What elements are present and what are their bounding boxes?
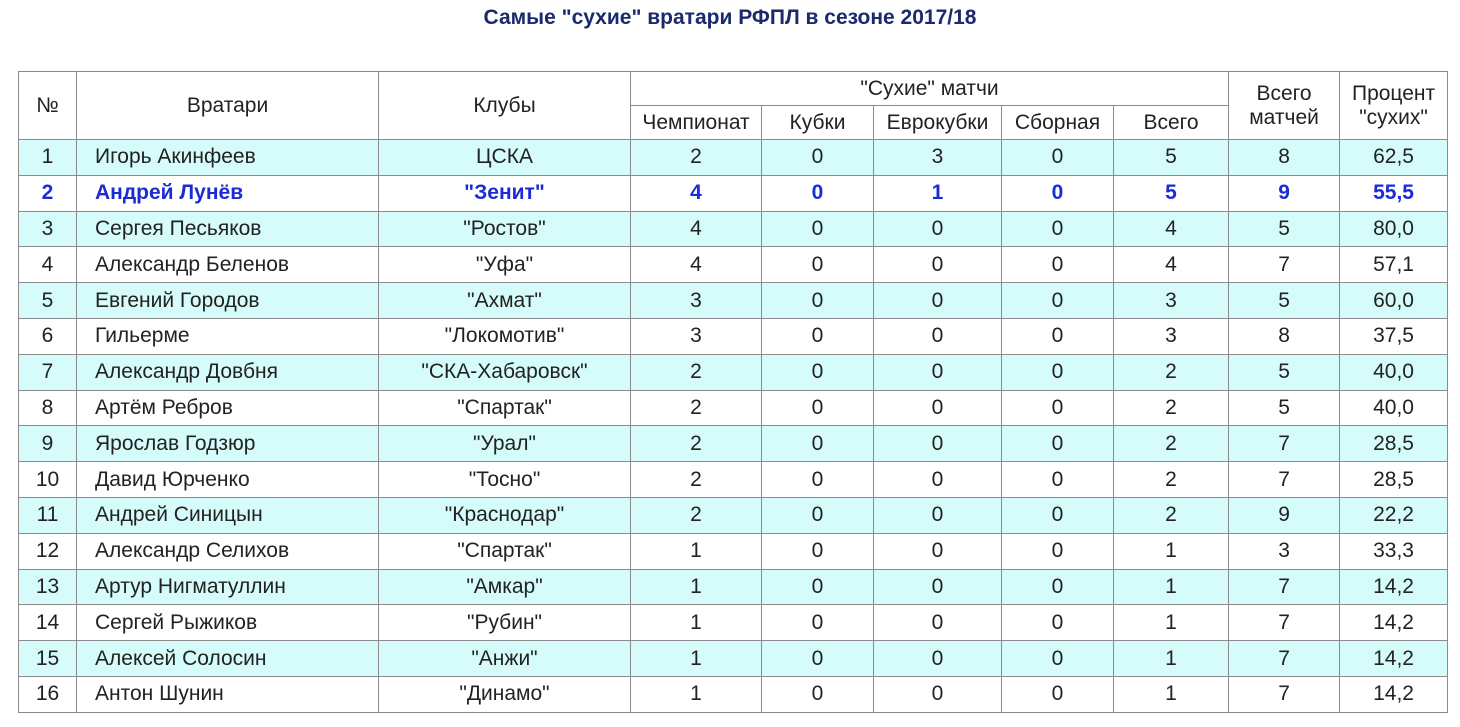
cell-total-matches: 7 (1229, 426, 1340, 462)
cell-club: "Краснодар" (379, 497, 631, 533)
cell-championship: 4 (631, 247, 762, 283)
cell-cups: 0 (762, 676, 874, 712)
table-row (19, 140, 1448, 176)
cell-total-matches: 7 (1229, 605, 1340, 641)
cell-total-matches: 8 (1229, 140, 1340, 176)
cell-total-matches: 7 (1229, 676, 1340, 712)
cell-percent: 60,0 (1340, 283, 1448, 319)
cell-eurocups: 0 (874, 318, 1002, 354)
cell-national: 0 (1002, 247, 1114, 283)
cell-championship: 2 (631, 462, 762, 498)
cell-total: 3 (1114, 318, 1229, 354)
cell-keeper-name: Гильерме (77, 318, 379, 354)
cell-keeper-name: Артур Нигматуллин (77, 569, 379, 605)
cell-championship: 3 (631, 318, 762, 354)
cell-cups: 0 (762, 462, 874, 498)
cell-club: "Ростов" (379, 211, 631, 247)
table-row (19, 462, 1448, 498)
cell-total: 1 (1114, 676, 1229, 712)
cell-national: 0 (1002, 605, 1114, 641)
cell-championship: 2 (631, 390, 762, 426)
page-title: Самые "сухие" вратари РФПЛ в сезоне 2017/18 (483, 6, 977, 29)
header-clean-sheets-group: "Сухие" матчи (631, 72, 1229, 106)
cell-cups: 0 (762, 497, 874, 533)
cell-percent: 14,2 (1340, 641, 1448, 677)
cell-championship: 3 (631, 283, 762, 319)
cell-national: 0 (1002, 426, 1114, 462)
table-row (19, 390, 1448, 426)
cell-num: 9 (19, 426, 77, 462)
cell-club: "Динамо" (379, 676, 631, 712)
cell-cups: 0 (762, 569, 874, 605)
cell-percent: 14,2 (1340, 605, 1448, 641)
cell-cups: 0 (762, 354, 874, 390)
cell-national: 0 (1002, 497, 1114, 533)
cell-percent: 40,0 (1340, 354, 1448, 390)
cell-total: 1 (1114, 533, 1229, 569)
cell-keeper-name: Давид Юрченко (77, 462, 379, 498)
cell-eurocups: 0 (874, 497, 1002, 533)
cell-total-matches: 3 (1229, 533, 1340, 569)
table-row (19, 569, 1448, 605)
cell-club: "Спартак" (379, 533, 631, 569)
cell-total: 5 (1114, 175, 1229, 211)
cell-club: "Локомотив" (379, 318, 631, 354)
cell-cups: 0 (762, 175, 874, 211)
cell-percent: 62,5 (1340, 140, 1448, 176)
cell-championship: 2 (631, 140, 762, 176)
cell-national: 0 (1002, 140, 1114, 176)
cell-cups: 0 (762, 605, 874, 641)
cell-club: "Тосно" (379, 462, 631, 498)
table-body (19, 140, 1448, 713)
header-percent (1340, 72, 1448, 140)
cell-club: ЦСКА (379, 140, 631, 176)
cell-total-matches: 7 (1229, 641, 1340, 677)
cell-total: 4 (1114, 211, 1229, 247)
cell-keeper-name: Александр Довбня (77, 354, 379, 390)
cell-championship: 2 (631, 497, 762, 533)
header-percent-line1: Процент (1351, 81, 1436, 105)
cell-keeper-name: Ярослав Годзюр (77, 426, 379, 462)
cell-percent: 80,0 (1340, 211, 1448, 247)
cell-national: 0 (1002, 318, 1114, 354)
goalkeepers-table (18, 71, 1448, 713)
cell-num: 10 (19, 462, 77, 498)
cell-keeper-name: Игорь Акинфеев (77, 140, 379, 176)
cell-club: "Урал" (379, 426, 631, 462)
cell-eurocups: 0 (874, 676, 1002, 712)
cell-national: 0 (1002, 390, 1114, 426)
cell-total-matches: 5 (1229, 354, 1340, 390)
header-championship: Чемпионат (631, 106, 762, 140)
cell-eurocups: 0 (874, 641, 1002, 677)
cell-total-matches: 7 (1229, 247, 1340, 283)
header-cups: Кубки (762, 106, 874, 140)
cell-club: "Уфа" (379, 247, 631, 283)
header-total-matches-line1: Всего (1256, 81, 1312, 105)
cell-cups: 0 (762, 140, 874, 176)
cell-cups: 0 (762, 318, 874, 354)
cell-club: "Рубин" (379, 605, 631, 641)
cell-national: 0 (1002, 676, 1114, 712)
cell-num: 6 (19, 318, 77, 354)
cell-cups: 0 (762, 283, 874, 319)
cell-num: 13 (19, 569, 77, 605)
cell-percent: 55,5 (1340, 175, 1448, 211)
cell-total-matches: 7 (1229, 569, 1340, 605)
cell-total: 2 (1114, 462, 1229, 498)
cell-keeper-name: Сергей Рыжиков (77, 605, 379, 641)
cell-eurocups: 0 (874, 283, 1002, 319)
cell-eurocups: 0 (874, 390, 1002, 426)
cell-total-matches: 5 (1229, 211, 1340, 247)
cell-num: 16 (19, 676, 77, 712)
cell-percent: 57,1 (1340, 247, 1448, 283)
table-row (19, 211, 1448, 247)
cell-cups: 0 (762, 426, 874, 462)
cell-club: "СКА-Хабаровск" (379, 354, 631, 390)
header-keeper: Вратари (77, 72, 379, 140)
cell-percent: 40,0 (1340, 390, 1448, 426)
cell-national: 0 (1002, 211, 1114, 247)
cell-championship: 1 (631, 605, 762, 641)
header-total: Всего (1114, 106, 1229, 140)
cell-total: 1 (1114, 569, 1229, 605)
cell-total: 2 (1114, 497, 1229, 533)
cell-keeper-name: Антон Шунин (77, 676, 379, 712)
cell-championship: 2 (631, 354, 762, 390)
cell-percent: 14,2 (1340, 676, 1448, 712)
cell-percent: 37,5 (1340, 318, 1448, 354)
cell-total: 5 (1114, 140, 1229, 176)
cell-keeper-name: Артём Ребров (77, 390, 379, 426)
cell-club: "Спартак" (379, 390, 631, 426)
cell-club: "Анжи" (379, 641, 631, 677)
cell-championship: 2 (631, 426, 762, 462)
cell-percent: 14,2 (1340, 569, 1448, 605)
cell-keeper-name: Александр Беленов (77, 247, 379, 283)
header-percent-line2: "сухих" (1359, 105, 1428, 129)
cell-eurocups: 0 (874, 247, 1002, 283)
cell-keeper-name: Сергея Песьяков (77, 211, 379, 247)
table-row (19, 283, 1448, 319)
cell-eurocups: 0 (874, 462, 1002, 498)
cell-national: 0 (1002, 641, 1114, 677)
cell-total: 2 (1114, 354, 1229, 390)
header-eurocups: Еврокубки (874, 106, 1002, 140)
table-header (19, 72, 1448, 140)
cell-total: 1 (1114, 605, 1229, 641)
cell-eurocups: 0 (874, 569, 1002, 605)
table-row (19, 354, 1448, 390)
cell-eurocups: 0 (874, 211, 1002, 247)
cell-total-matches: 9 (1229, 497, 1340, 533)
cell-keeper-name: Андрей Синицын (77, 497, 379, 533)
header-num: № (19, 72, 77, 140)
cell-num: 15 (19, 641, 77, 677)
cell-percent: 22,2 (1340, 497, 1448, 533)
header-total-matches-line2: матчей (1249, 105, 1319, 129)
cell-total-matches: 8 (1229, 318, 1340, 354)
cell-num: 4 (19, 247, 77, 283)
cell-total: 4 (1114, 247, 1229, 283)
table-row (19, 175, 1448, 211)
table-row (19, 247, 1448, 283)
cell-num: 11 (19, 497, 77, 533)
cell-national: 0 (1002, 533, 1114, 569)
cell-championship: 1 (631, 676, 762, 712)
cell-keeper-name: Алексей Солосин (77, 641, 379, 677)
table-row (19, 605, 1448, 641)
cell-total-matches: 5 (1229, 283, 1340, 319)
cell-club: "Ахмат" (379, 283, 631, 319)
cell-national: 0 (1002, 283, 1114, 319)
header-national: Сборная (1002, 106, 1114, 140)
cell-club: "Зенит" (379, 175, 631, 211)
cell-num: 7 (19, 354, 77, 390)
cell-total: 2 (1114, 426, 1229, 462)
cell-eurocups: 1 (874, 175, 1002, 211)
cell-national: 0 (1002, 175, 1114, 211)
table-row (19, 426, 1448, 462)
cell-total-matches: 7 (1229, 462, 1340, 498)
cell-num: 14 (19, 605, 77, 641)
cell-eurocups: 0 (874, 605, 1002, 641)
table-row (19, 318, 1448, 354)
cell-num: 5 (19, 283, 77, 319)
cell-total: 1 (1114, 641, 1229, 677)
cell-club: "Амкар" (379, 569, 631, 605)
cell-eurocups: 0 (874, 354, 1002, 390)
cell-total: 3 (1114, 283, 1229, 319)
cell-num: 1 (19, 140, 77, 176)
cell-championship: 4 (631, 175, 762, 211)
cell-national: 0 (1002, 354, 1114, 390)
cell-num: 2 (19, 175, 77, 211)
cell-championship: 1 (631, 641, 762, 677)
cell-cups: 0 (762, 390, 874, 426)
cell-national: 0 (1002, 569, 1114, 605)
cell-total: 2 (1114, 390, 1229, 426)
header-club: Клубы (379, 72, 631, 140)
header-total-matches (1229, 72, 1340, 140)
cell-keeper-name: Евгений Городов (77, 283, 379, 319)
cell-keeper-name: Андрей Лунёв (77, 175, 379, 211)
table-row (19, 497, 1448, 533)
cell-cups: 0 (762, 533, 874, 569)
cell-keeper-name: Александр Селихов (77, 533, 379, 569)
cell-championship: 1 (631, 533, 762, 569)
cell-num: 8 (19, 390, 77, 426)
cell-eurocups: 3 (874, 140, 1002, 176)
cell-cups: 0 (762, 247, 874, 283)
cell-num: 3 (19, 211, 77, 247)
cell-eurocups: 0 (874, 426, 1002, 462)
cell-num: 12 (19, 533, 77, 569)
cell-championship: 4 (631, 211, 762, 247)
table-row (19, 641, 1448, 677)
table-row (19, 533, 1448, 569)
cell-total-matches: 9 (1229, 175, 1340, 211)
cell-cups: 0 (762, 641, 874, 677)
cell-cups: 0 (762, 211, 874, 247)
table-row (19, 676, 1448, 712)
cell-percent: 33,3 (1340, 533, 1448, 569)
cell-championship: 1 (631, 569, 762, 605)
cell-percent: 28,5 (1340, 462, 1448, 498)
cell-percent: 28,5 (1340, 426, 1448, 462)
cell-total-matches: 5 (1229, 390, 1340, 426)
cell-eurocups: 0 (874, 533, 1002, 569)
cell-national: 0 (1002, 462, 1114, 498)
